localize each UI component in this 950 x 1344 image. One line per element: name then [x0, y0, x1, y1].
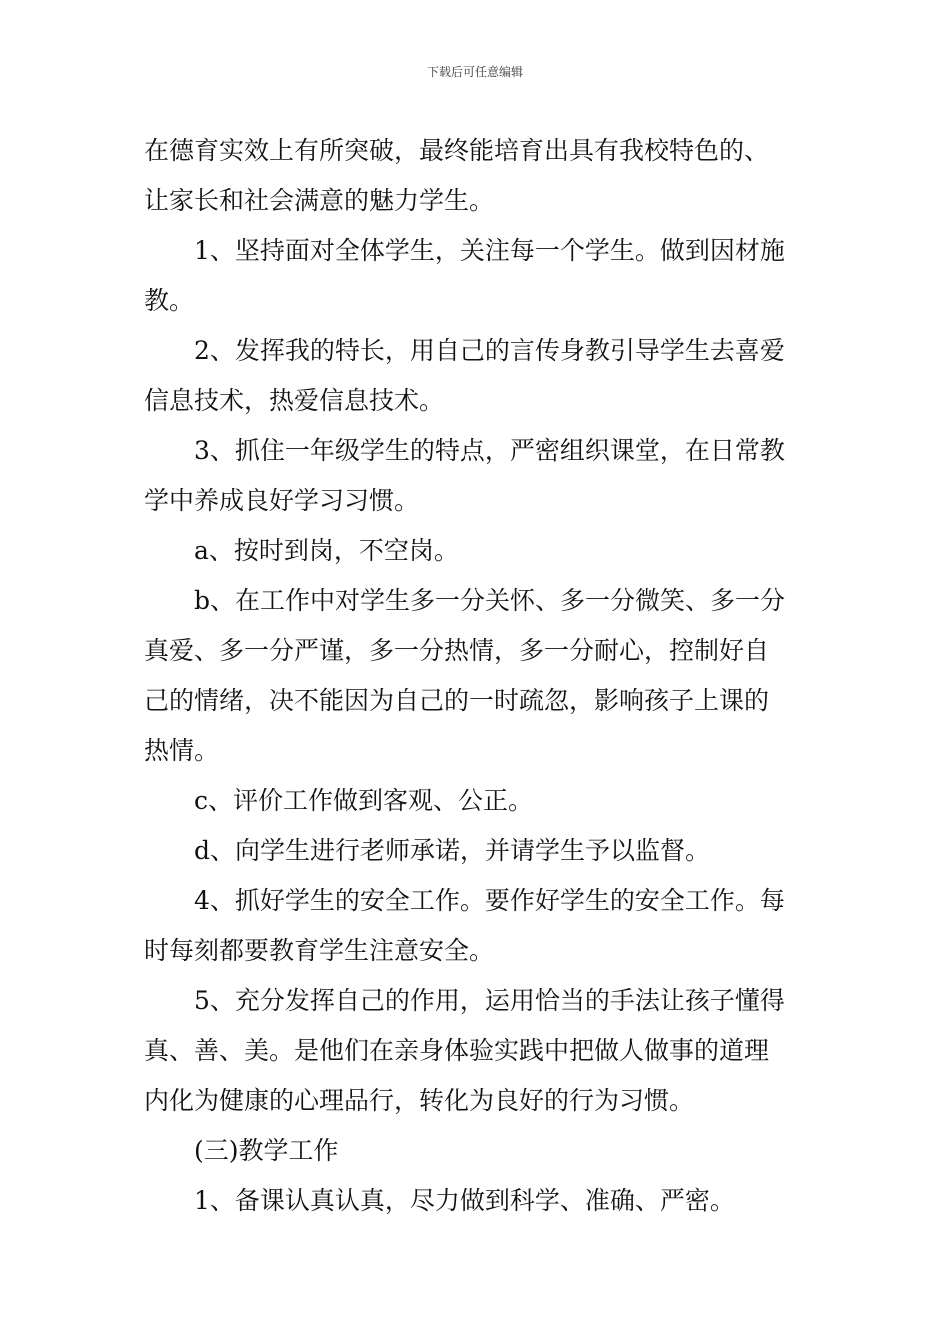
text-line: 3、抓住一年级学生的特点，严密组织课堂，在日常教 — [194, 436, 785, 465]
text-line: 信息技术，热爱信息技术。 — [144, 386, 445, 415]
text-line: b、在工作中对学生多一分关怀、多一分微笑、多一分 — [194, 586, 786, 615]
text-line: 时每刻都要教育学生注意安全。 — [144, 936, 495, 965]
text-line: a、按时到岗，不空岗。 — [194, 536, 459, 565]
document-body — [144, 126, 812, 1226]
text-line: 5、充分发挥自己的作用，运用恰当的手法让孩子懂得 — [194, 986, 785, 1015]
text-line: 学中养成良好学习习惯。 — [144, 486, 420, 515]
text-line: 让家长和社会满意的魅力学生。 — [144, 186, 495, 215]
text-line: 教。 — [144, 286, 195, 315]
text-line: 内化为健康的心理品行，转化为良好的行为习惯。 — [144, 1086, 695, 1115]
text-line: 己的情绪，决不能因为自己的一时疏忽，影响孩子上课的 — [144, 686, 770, 715]
text-line: 1、坚持面对全体学生，关注每一个学生。做到因材施 — [194, 236, 785, 265]
text-line: 1、备课认真认真，尽力做到科学、准确、严密。 — [194, 1186, 735, 1215]
text-line: 真、善、美。是他们在亲身体验实践中把做人做事的道理 — [144, 1036, 770, 1065]
text-line: d、向学生进行老师承诺，并请学生予以监督。 — [194, 836, 711, 865]
page-header: 下载后可任意编辑 — [426, 65, 523, 79]
section-heading: (三)教学工作 — [194, 1136, 339, 1165]
text-line: 在德育实效上有所突破，最终能培育出具有我校特色的、 — [144, 136, 770, 165]
text-line: 2、发挥我的特长，用自己的言传身教引导学生去喜爱 — [194, 336, 785, 365]
text-line: 4、抓好学生的安全工作。要作好学生的安全工作。每 — [194, 886, 785, 915]
text-line: 热情。 — [144, 736, 220, 765]
text-line: 真爱、多一分严谨，多一分热情，多一分耐心，控制好自 — [144, 636, 770, 665]
text-line: c、评价工作做到客观、公正。 — [194, 786, 534, 815]
